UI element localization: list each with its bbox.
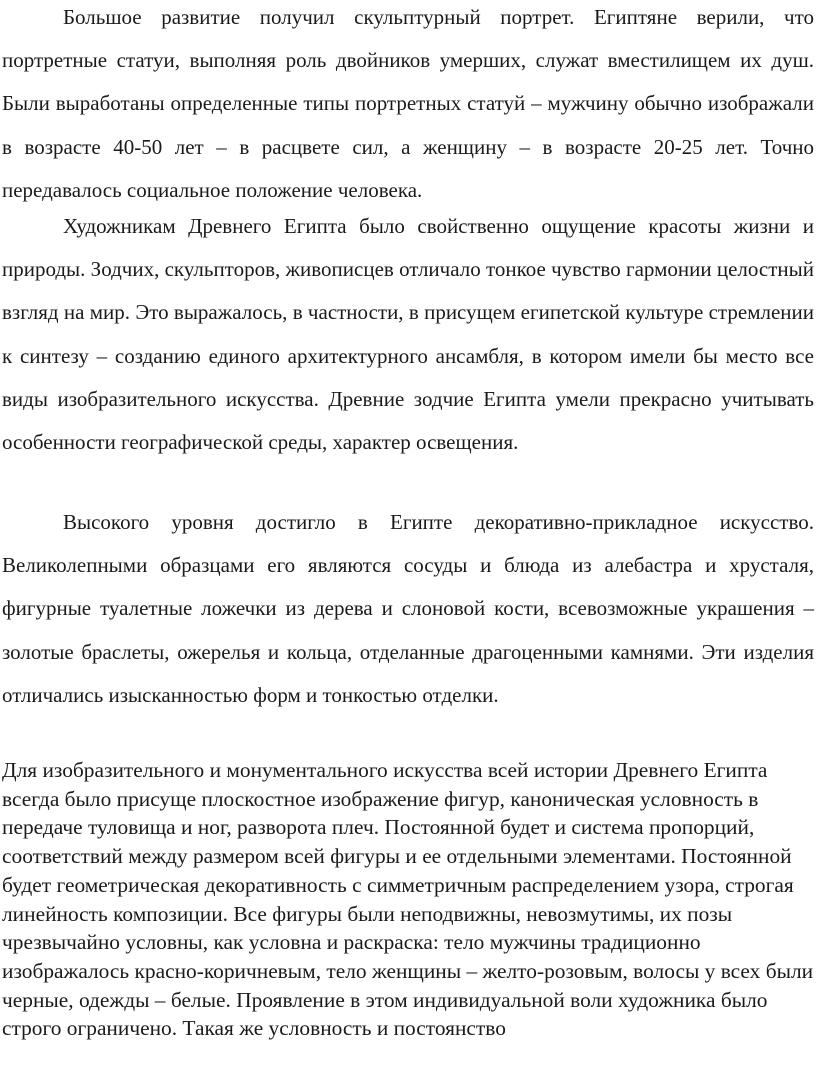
paragraph-sculptural-portrait: Большое развитие получил скульптурный портрет. Египтяне верили, что портретные статуи, выполняя роль двойников умерших, служат вместилищем их душ. Были выработаны определенные типы портретных статуй – мужчину обычно изображали в возрасте 40-50 лет – в расцвете сил, а женщину – в возрасте 20-25 лет. Точно передавалось социальное положение человека. [2,5,814,202]
paragraph-artists-of-egypt: Художникам Древнего Египта было свойственно ощущение красоты жизни и природы. Зодчих, скульпторов, живописцев отличало тонкое чувство гармонии целостный взгляд на мир. Это выражалось, в частности, в присущем египетской культуре стремлении к синтезу – созданию единого архитектурного ансамбля, в котором имели бы место все виды изобразительного искусства. Древние зодчие Египта умели прекрасно учитывать особенности географической среды, характер освещения. [2,214,814,455]
paragraph-decorative-arts: Высокого уровня достигло в Египте декоративно-прикладное искусство. Великолепными образцами его являются сосуды и блюда из алебастра и хрусталя, фигурные туалетные ложечки из дерева и слоновой кости, всевозможные украшения – золотые браслеты, ожерелья и кольца, отделанные драгоценными камнями. Эти изделия отличались изысканностью форм и тонкостью отделки. [2,510,814,707]
paragraph-canonical-conventions: Для изобразительного и монументального искусства всей истории Древнего Египта всегда было присуще плоскостное изображение фигур, каноническая условность в передаче туловища и ног, разворота плеч. Постоянной будет и система пропорций, соответствий между размером всей фигуры и ее отдельными элементами. Постоянной будет геометрическая декоративность с симметричным распределением узора, строгая линейность композиции. Все фигуры были неподвижны, невозмутимы, их позы чрезвычайно условны, как условна и раскраска: тело мужчины традиционно изображалось красно-коричневым, тело женщины – желто-розовым, волосы у всех были черные, одежды – белые. Проявление в этом индивидуальной воли художника было строго ограничено. Такая же условность и постоянство [2,758,814,1041]
